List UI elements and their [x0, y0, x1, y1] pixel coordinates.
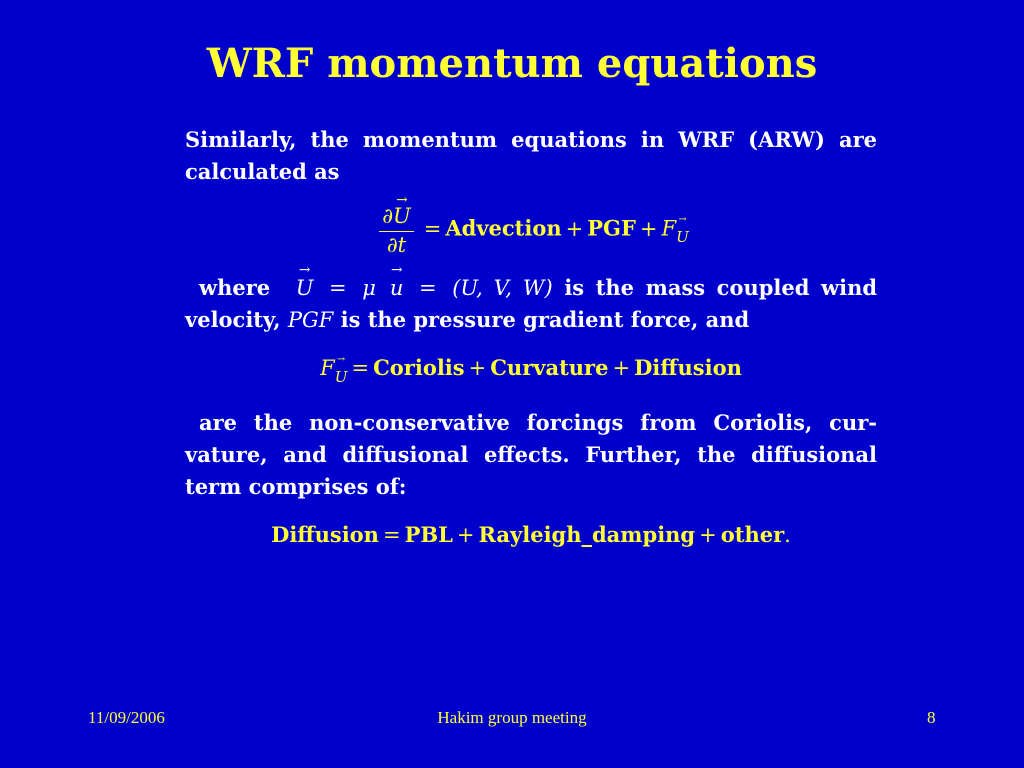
paragraph-forcings: are the non-conservative forcings from Coriolis, cur-vature, and diffusional effects. Further, the diffusional term comprises of: [185, 409, 877, 499]
term-curvature: Curvature [490, 355, 609, 380]
slide-title: WRF momentum equations [206, 40, 818, 87]
paragraph-where: where → U = μ→ u = (U, V, W) is the mass coupled wind velocity, PGF is the pressure gradient force, and [185, 272, 877, 336]
equation-diffusion: Diffusion = PBL + Rayleigh_damping + other. [271, 521, 791, 547]
fraction-dU-dt [379, 202, 414, 258]
footer-title: Hakim group meeting [437, 708, 587, 727]
equation-forcing: F→ U = Coriolis + Curvature + Diffusion [185, 352, 877, 393]
term-advection: Advection [445, 215, 562, 241]
fraction-denominator: ∂t [386, 233, 407, 257]
footer-page-number: 8 [927, 708, 936, 727]
footer-date: 11/09/2006 [88, 708, 165, 727]
term-pgf: PGF [587, 215, 636, 241]
term-other: other [720, 521, 785, 547]
slide-body [185, 124, 877, 551]
term-coriolis: Coriolis [373, 355, 465, 380]
paragraph-intro: Similarly, the momentum equations in WRF (ARW) are calculated as [185, 127, 877, 184]
term-forcing-subscript: → U [676, 221, 689, 253]
equation-momentum: $\frac{\partial\to U}{\partial t}$ = Advection + PGF + F→ U [185, 202, 877, 258]
term-diffusion: Diffusion [634, 355, 742, 380]
term-rayleigh-damping: Rayleigh_damping [478, 521, 696, 547]
fraction-numerator: ∂→ U [379, 202, 414, 232]
term-pbl: PBL [404, 521, 453, 547]
term-forcing: F [661, 216, 677, 241]
